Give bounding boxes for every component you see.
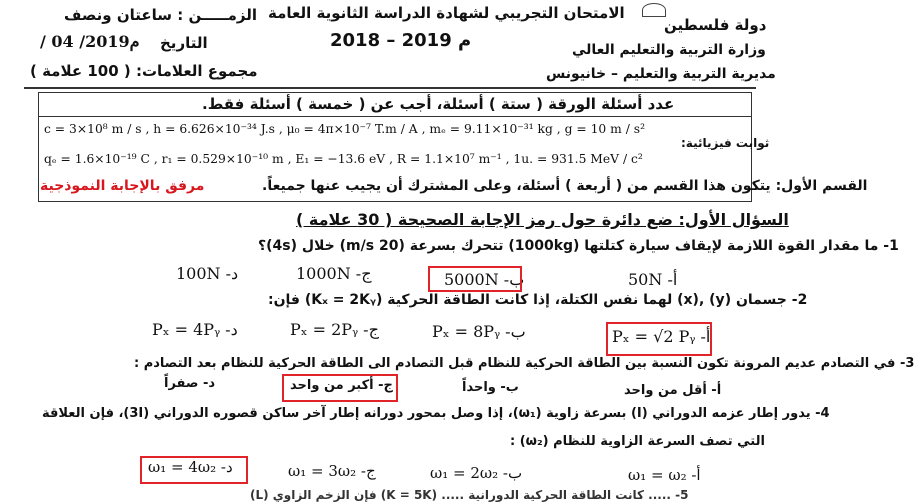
constants-row-2: qₑ = 1.6×10⁻¹⁹ C , r₁ = 0.529×10⁻¹⁰ m , E₁ = −13.6 eV , R = 1.1×10⁷ m⁻¹ , 1u. = 931.5 MeV / c² (44, 152, 643, 166)
item-1-option-d: د- 100N (176, 264, 239, 283)
ministry-name: وزارة التربية والتعليم العالي (572, 42, 766, 58)
item-3-option-b: ب- واحداً (462, 380, 519, 395)
item-3-option-a: أ- أقل من واحد (624, 383, 722, 398)
item-3-stem: 3- في التصادم عديم المرونة تكون النسبة بين الطاقة الحركية للنظام قبل التصادم الى الطاقة الحركية للنظام بعد التصادم : (134, 356, 914, 371)
item-3-option-d: د- صفراً (164, 376, 216, 391)
instructions: عدد أسئلة الورقة ( ستة ) أسئلة، أجب عن ( خمسة ) أسئلة فقط. (202, 95, 675, 113)
item-1-stem: 1- ما مقدار القوة اللازمة لإيقاف سيارة كتلتها (1000kg) تتحرك بسرعة (20 m/s) خلال (4s)؟ (258, 238, 899, 254)
duration-label: الزمـــــن : ساعتان ونصف (64, 6, 257, 24)
item-1-option-c: ج- 1000N (296, 264, 372, 283)
item-5-cutoff: 5- ..... كانت الطاقة الحركية الدورانية ..... (K = 5K) فإن الزخم الزاوي (L) (250, 488, 689, 502)
item-1-option-a: أ- 50N (628, 270, 678, 289)
item-2-option-d: د- Pₓ = 4Pᵧ (152, 320, 238, 339)
item-2-option-b: ب- Pₓ = 8Pᵧ (432, 322, 526, 341)
item-4-option-c: ج- ω₁ = 3ω₂ (288, 462, 376, 480)
item-2-option-c: ج- Pₓ = 2Pᵧ (290, 320, 379, 339)
item-2-answer-box (606, 322, 712, 356)
item-3-answer-box (282, 374, 398, 402)
item-2-stem: 2- جسمان (y) ,(x) لهما نفس الكتلة، إذا كانت الطاقة الحركية (Kₓ = 2Kᵧ) فإن: (268, 292, 808, 308)
constants-row-1: c = 3×10⁸ m / s , h = 6.626×10⁻³⁴ J.s , μ₀ = 4π×10⁻⁷ T.m / A , mₑ = 9.11×10⁻³¹ kg , g = 10 m / s² (44, 122, 646, 136)
model-answer-note: مرفق بالإجابة النموذجية (40, 178, 205, 194)
emblem-icon (642, 3, 666, 17)
item-4-stem-2: التي تصف السرعة الزاوية للنظام (ω₂) : (510, 434, 765, 449)
question-1-title: السؤال الأول: ضع دائرة حول رمز الإجابة الصحيحة ( 30 علامة ) (296, 210, 789, 229)
section-1-title: القسم الأول: يتكون هذا القسم من ( أربعة ) أسئلة، وعلى المشترك أن يجيب عنها جميعاً. (262, 178, 868, 194)
item-4-stem: 4- يدور إطار عزمه الدوراني (I) بسرعة زاوية (ω₁)، إذا وصل بمحور دورانه إطار آخر ساكن قصوره الدوراني (3I)، فإن العلاقة (42, 406, 830, 421)
state-name: دولة فلسطين (664, 16, 767, 34)
date-label: التاريخ (160, 34, 208, 52)
constants-label: ثوابت فيزيائية: (681, 136, 770, 150)
total-marks: مجموع العلامات: ( 100 علامة ) (30, 62, 258, 80)
item-3-option-c: ج- أكبر من واحد (290, 378, 393, 393)
exam-title: الامتحان التجريبي لشهادة الدراسة الثانوية العامة (268, 4, 625, 22)
exam-year: 2018 – 2019 م (330, 30, 472, 51)
item-2-option-a: أ- Pₓ = √2 Pᵧ (612, 327, 711, 346)
item-4-answer-box (140, 456, 248, 484)
date-value: / 04 /2019م (40, 32, 140, 51)
directorate-name: مديرية التربية والتعليم – خانيونس (546, 66, 776, 82)
item-1-option-b: ب- 5000N (444, 270, 525, 289)
item-4-option-b: ب- ω₁ = 2ω₂ (430, 464, 523, 482)
item-1-answer-box (428, 266, 525, 292)
header-rule (24, 87, 756, 89)
item-4-option-d: د- ω₁ = 4ω₂ (148, 458, 233, 476)
info-divider (38, 116, 751, 117)
item-4-option-a: أ- ω₁ = ω₂ (628, 466, 701, 484)
